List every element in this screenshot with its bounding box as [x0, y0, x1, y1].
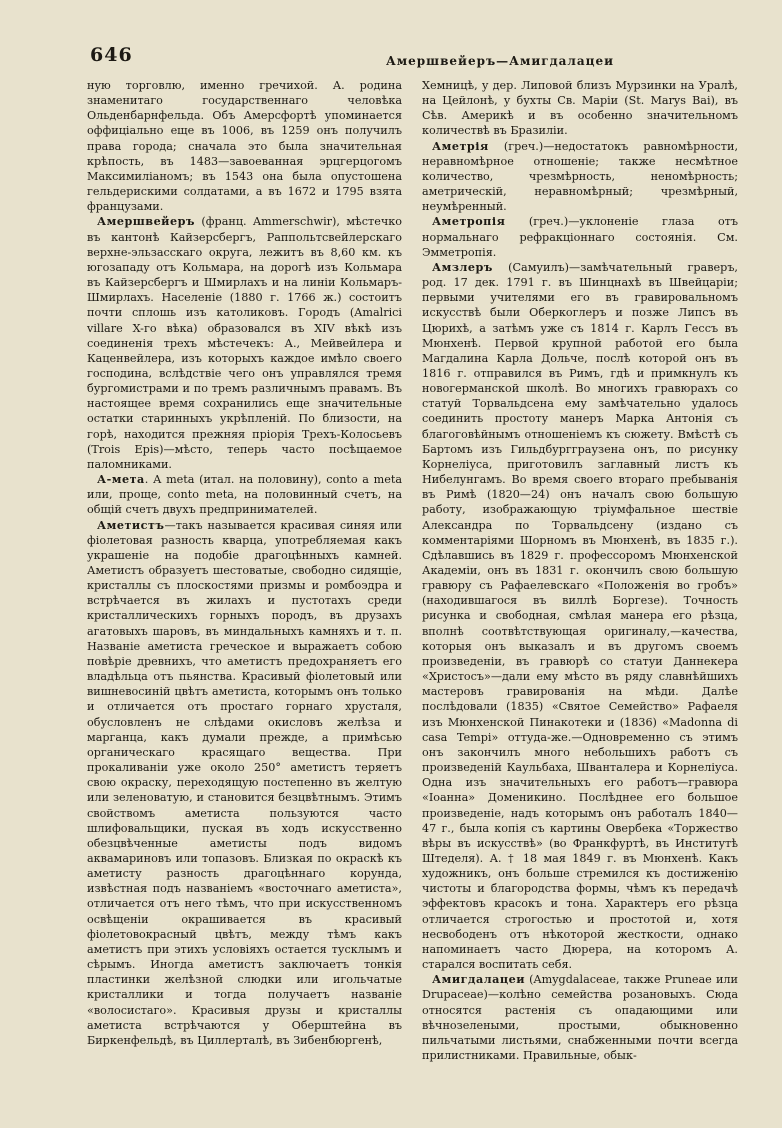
entry-text: ную торговлю, именно гречихой. А. родина знаменитаго государственнаго человѣка Ольденбарнфельда. Объ Амерсфортѣ упоминается оффиціально еще въ 1006, въ 1259 онъ получилъ права города; сначала это была значительная крѣпость, въ 1483—завоеванная эрцгерцогомъ Максимиліаномъ; въ 1543 она была опустошена гельдерискими солдатами, а въ 1672 и 1795 взята французами. — [87, 79, 402, 214]
entry-a-meta — [87, 472, 402, 517]
entry-headword: Амигдалацеи — [432, 972, 526, 987]
entry-headword: А-мета — [97, 472, 145, 487]
running-title: Амершвейеръ—Амигдалацеи — [385, 54, 615, 68]
entry-text: (Amygdalaceae, также Pruneae или Drupaceae)—колѣно семейства розановыхъ. Сюда относятся растенія съ опадающими или вѣчнозелеными, простыми, обыкновенно пильчатыми листьями, снабженными почти всегда прилистниками. Правильные, обык- — [422, 973, 738, 1062]
entry-text: (греч.)—недостатокъ равномѣрности, неравномѣрное отношеніе; также несмѣтное количество, чрезмѣрность, неномѣрность; аметрическій, неравномѣрный; чрезмѣрный, неумѣренный. — [422, 139, 738, 214]
entry-text: (франц. Ammerschwir), мѣстечко въ кантонѣ Кайзерсбергъ, Раппольтсвейлерскаго верхне-эльзасскаго округа, лежитъ въ 8,60 км. къ югозападу отъ Кольмара, на дорогѣ изъ Кольмара въ Кайзерсбергъ и Шмирлахъ и на линіи Кольмаръ-Шмирлахъ. Населеніе (1880 г. 1766 ж.) состоитъ почти сплошь изъ католиковъ. Городъ (Amalrici villare X-го вѣка) образовался въ XIV вѣкѣ изъ соединенія трехъ мѣстечекъ: А., Мейвейлера и Каценвейлера, изъ которыхъ каждое имѣло своего господина, вслѣдствіе чего онъ управлялся тремя бургомистрами и по тремъ различнымъ правамъ. Въ настоящее время сохранились еще значительные остатки старинныхъ укрѣпленій. По близости, на горѣ, находится прежняя пріорія Трехъ-Колосьевъ (Trois Epis)—мѣсто, теперь часто посѣщаемое паломниками. — [87, 215, 402, 471]
entry-amethyst — [87, 518, 402, 1048]
entry-text: (Самуилъ)—замѣчательный граверъ, род. 17 дек. 1791 г. въ Шинцнахѣ въ Швейцаріи; первыми учителями его въ гравировальномъ искусствѣ были Оберкоглеръ и позже Липсъ въ Цюрихѣ, а затѣмъ уже съ 1814 г. Карлъ Гессъ въ Мюнхенѣ. Первой крупной работой его была Магдалина Карла Дольче, послѣ которой онъ въ 1816 г. отправился въ Римъ, гдѣ и примкнулъ къ новогерманской школѣ. Во многихъ гравюрахъ со статуй Торвальдсена ему замѣчательно удалось соединить простоту манеръ Марка Антонія съ благоговѣйнымъ отношеніемъ къ сюжету. Вмѣстѣ съ Бартомъ изъ Гильдбургграузена онъ, по рисунку Корнеліуса, приготовилъ заглавный листъ къ Нибелунгамъ. Во время своего втораго пребыванія въ Римѣ (1820—24) онъ началъ свою большую работу, изображающую тріумфальное шествіе Александра по Торвальдсену (издано съ комментаріями Шорномъ въ Мюнхенѣ, въ 1835 г.). Сдѣлавшись въ 1829 г. профессоромъ Мюнхенской Академіи, онъ въ 1831 г. окончилъ свою большую гравюру съ Рафаелевскаго «Положенія во гробъ» (находившагося въ виллѣ Боргезе). Точность рисунка и свободная, смѣлая манера его рѣзца, вполнѣ соотвѣтствующая оригиналу,—качества, которыя онъ выказалъ и въ другомъ своемъ произведеніи, въ гравюрѣ со статуи Даннекера «Христосъ»—дали ему мѣсто въ ряду славнѣйшихъ мастеровъ гравированія на мѣди. Далѣе послѣдовали (1835) «Святое Семейство» Рафаеля изъ Мюнхенской Пинакотеки и (1836) «Madonna di casa Tempi» оттуда-же.—Одновременно съ этимъ онъ закончилъ много небольшихъ работъ съ произведеній Каульбаха, Шванталера и Корнеліуса. Одна изъ значительныхъ его работъ—гравюра «Іоанна» Доменикино. Послѣднее его большое произведеніе, надъ которымъ онъ работалъ 1840—47 г., была копія съ картины Овербека «Торжество вѣры въ искусствѣ» (во Франкфуртѣ, въ Институтѣ Штеделя). А. † 18 мая 1849 г. въ Мюнхенѣ. Какъ художникъ, онъ больше стремился къ достиженію чистоты и благородства формы, чѣмъ къ передачѣ эффектовъ красокъ и тона. Характеръ его рѣзца отличается строгостью и простотой и, хотя несвободенъ отъ нѣкоторой жесткости, однако напоминаетъ часто Дюрера, на которомъ А. старался воспитать себя. — [422, 260, 738, 972]
page-number: 646 — [90, 44, 133, 66]
left-column — [87, 78, 402, 1048]
entry-text: —такъ называется красивая синяя или фіолетовая разность кварца, употребляемая какъ украшеніе на подобіе драгоцѣнныхъ камней. Аметистъ образуетъ шестоватые, свободно сидящіе, кристаллы съ плоскостями призмы и ромбоэдра и встрѣчается въ жилахъ и пустотахъ среди кристаллическихъ горныхъ породъ, въ друзахъ агатовыхъ шаровъ, въ миндальныхъ камняхъ и т. п. Названіе аметиста греческое и выражаетъ собою повѣріе древнихъ, что аметистъ предохраняетъ его владѣльца отъ пьянства. Красивый фіолетовый или вишневосиній цвѣтъ аметиста, которымъ онъ только и отличается отъ простаго горнаго хрусталя, обусловленъ не слѣдами окисловъ желѣза и марганца, какъ думали прежде, а примѣсью органическаго красящаго вещества. При прокаливаніи уже около 250° аметистъ теряетъ свою окраску, переходящую постепенно въ желтую или зеленоватую, и становится безцвѣтнымъ. Этимъ свойствомъ аметиста пользуются часто шлифовальщики, пуская въ ходъ искусственно обезцвѣченные аметисты подъ видомъ аквамариновъ или топазовъ. Близкая по окраскѣ къ аметисту разность драгоцѣннаго корунда, извѣстная подъ названіемъ «восточнаго аметиста», отличается отъ него тѣмъ, что при искусственномъ освѣщеніи окрашивается въ красивый фіолетовокрасный цвѣтъ, между тѣмъ какъ аметистъ при этихъ условіяхъ остается тусклымъ и сѣрымъ. Иногда аметистъ заключаетъ тонкія пластинки желѣзной слюдки или игольчатые кристаллики и тогда получаетъ названіе «волосистаго». Красивыя друзы и кристаллы аметиста встрѣчаются у Оберштейна въ Биркенфельдѣ, въ Циллерталѣ, въ Зибенбюргенѣ, — [87, 518, 402, 1047]
entry-text: Хемницѣ, у дер. Липовой близъ Мурзинки на Уралѣ, на Цейлонѣ, у бухты Св. Маріи (St. Marys Bai), въ Сѣв. Америкѣ и въ особенно значительномъ количествѣ въ Бразиліи. — [422, 79, 738, 138]
entry-ametria — [422, 139, 738, 215]
entry-headword: Амершвейеръ — [97, 214, 196, 229]
entry-headword: Аметрія — [432, 138, 489, 153]
entry-headword: Аметропія — [432, 214, 506, 229]
entry-amygdalaceae — [422, 972, 738, 1063]
entry-amershweier — [87, 214, 402, 472]
entry-continuation — [422, 78, 738, 139]
entry-text: (греч.)—уклоненіе глаза отъ нормальнаго рефракціоннаго состоянія. См. Эмметропія. — [422, 215, 738, 259]
entry-continuation — [87, 78, 402, 214]
entry-text: . А meta (итал. на половину), conto a meta или, проще, conto meta, на половинный счетъ, на общій счетъ двухъ предпринимателей. — [87, 473, 402, 517]
right-column — [422, 78, 738, 1063]
page-header — [80, 44, 720, 74]
entry-headword: Аметистъ — [97, 517, 165, 532]
entry-amsler — [422, 260, 738, 972]
entry-headword: Амзлеръ — [432, 259, 493, 274]
entry-ametropia — [422, 214, 738, 259]
